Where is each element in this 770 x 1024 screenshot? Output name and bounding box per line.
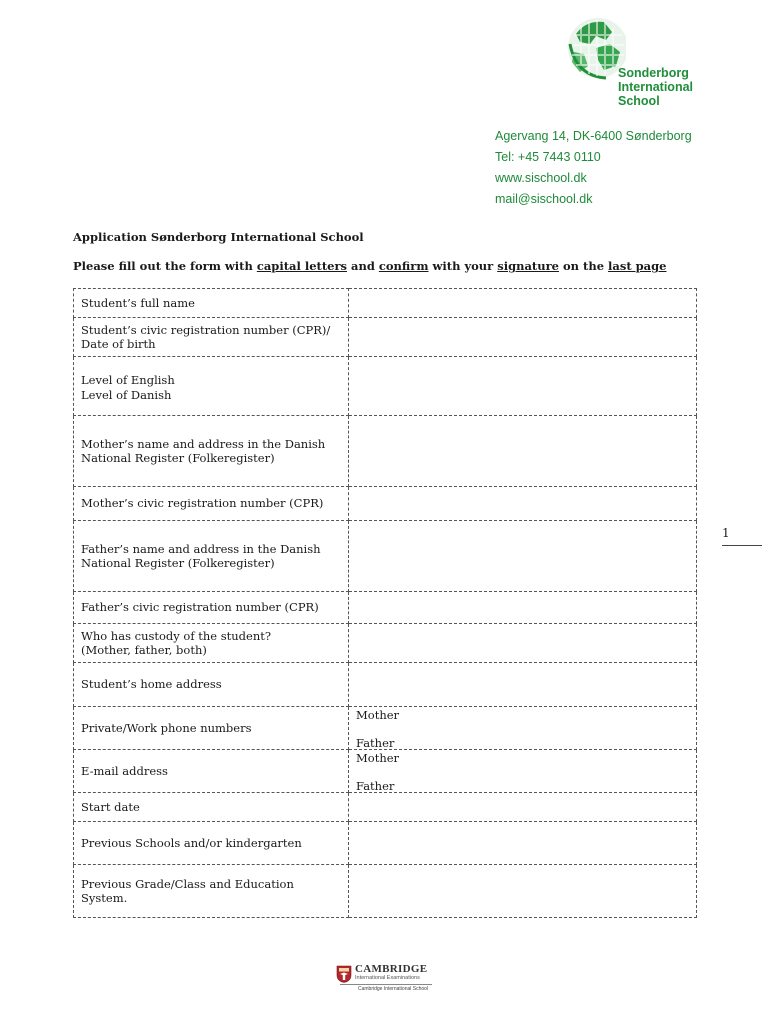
instruction-text: and: [347, 259, 379, 273]
previous-grade-field[interactable]: [349, 865, 697, 918]
page-number: 1: [722, 526, 730, 540]
field-label-text: Father’s civic registration number (CPR): [81, 600, 319, 615]
school-logo: [566, 14, 722, 110]
table-row: [74, 663, 697, 707]
field-label-text: Who has custody of the student?: [81, 628, 272, 643]
email-address-field[interactable]: [349, 750, 697, 793]
field-label-text: Previous Grade/Class and Education System.: [81, 876, 294, 905]
table-row: [74, 592, 697, 624]
field-label-text: Student’s civic registration number (CPR)/: [81, 322, 331, 337]
father-label: Father: [356, 735, 395, 750]
field-label-text: Father’s name and address in the Danish: [81, 541, 321, 556]
contact-email-link[interactable]: mail@sischool.dk: [495, 192, 593, 206]
field-label: [74, 624, 349, 663]
field-label-text: Previous Schools and/or kindergarten: [81, 835, 302, 850]
instruction-signature: signature: [497, 259, 559, 273]
cambridge-logo: [336, 963, 434, 995]
cambridge-school-label: Cambridge International School: [358, 986, 429, 992]
field-label-text: Level of Danish: [81, 387, 172, 402]
field-label: [74, 707, 349, 750]
table-row: [74, 318, 697, 357]
field-label-text: Student’s full name: [81, 295, 195, 310]
page-number-divider: [722, 545, 762, 546]
student-name-field[interactable]: [349, 289, 697, 318]
field-label: [74, 521, 349, 592]
language-level-field[interactable]: [349, 357, 697, 416]
contact-phone: Tel: +45 7443 0110: [495, 150, 601, 164]
custody-field[interactable]: [349, 624, 697, 663]
application-form-table: [73, 288, 697, 918]
father-cpr-field[interactable]: [349, 592, 697, 624]
field-label-text: Start date: [81, 799, 140, 814]
field-label-text: Date of birth: [81, 337, 156, 351]
field-label-text: Private/Work phone numbers: [81, 720, 252, 735]
table-row: [74, 750, 697, 793]
field-label-text: Mother’s name and address in the Danish: [81, 436, 326, 451]
field-label-text: National Register (Folkeregister): [81, 556, 275, 570]
table-row: [74, 416, 697, 487]
field-label-text: Student’s home address: [81, 677, 222, 692]
instruction-text: on the: [558, 259, 609, 273]
logo-line-3: School: [618, 94, 660, 108]
contact-website-link[interactable]: www.sischool.dk: [495, 171, 587, 185]
field-label-text: Mother’s civic registration number (CPR): [81, 496, 324, 511]
logo-line-2: International: [618, 80, 694, 94]
table-row: [74, 521, 697, 592]
field-label: [74, 865, 349, 918]
instruction-last-page: last page: [608, 259, 667, 273]
field-label: [74, 793, 349, 822]
field-label: [74, 416, 349, 487]
field-label: [74, 822, 349, 865]
father-address-field[interactable]: [349, 521, 697, 592]
father-label: Father: [356, 778, 395, 793]
table-row: [74, 487, 697, 521]
field-label: [74, 592, 349, 624]
phone-numbers-field[interactable]: [349, 707, 697, 750]
cambridge-subtitle: International Examinations: [355, 975, 420, 981]
mother-address-field[interactable]: [349, 416, 697, 487]
mother-cpr-field[interactable]: [349, 487, 697, 521]
field-label: [74, 663, 349, 707]
contact-address: Agervang 14, DK-6400 Sønderborg: [495, 129, 692, 143]
table-row: [74, 822, 697, 865]
field-label: [74, 487, 349, 521]
cambridge-shield-icon: [336, 965, 352, 983]
field-label: [74, 318, 349, 357]
mother-label: Mother: [356, 708, 400, 722]
table-row: [74, 707, 697, 750]
field-label-text: National Register (Folkeregister): [81, 451, 275, 465]
cambridge-name: CAMBRIDGE: [355, 963, 428, 975]
table-row: [74, 289, 697, 318]
table-row: [74, 357, 697, 416]
table-row: [74, 624, 697, 663]
field-label-text: (Mother, father, both): [81, 643, 207, 657]
start-date-field[interactable]: [349, 793, 697, 822]
previous-schools-field[interactable]: [349, 822, 697, 865]
instruction-text: Please fill out the form with: [73, 259, 257, 273]
field-label-text: E-mail address: [81, 763, 168, 778]
globe-icon: [566, 14, 626, 84]
table-row: [74, 865, 697, 918]
school-logo-text: [618, 66, 693, 108]
contact-block: [495, 126, 692, 210]
instruction-capital-letters: capital letters: [256, 259, 347, 273]
field-label: [74, 750, 349, 793]
field-label: [74, 289, 349, 318]
form-instruction: [73, 259, 667, 273]
student-cpr-field[interactable]: [349, 318, 697, 357]
field-label-text: Level of English: [81, 373, 175, 387]
cambridge-divider: [340, 984, 432, 985]
field-label: [74, 357, 349, 416]
logo-line-1: Sonderborg: [618, 66, 689, 80]
mother-label: Mother: [356, 751, 400, 765]
instruction-text: with your: [428, 259, 498, 273]
table-row: [74, 793, 697, 822]
instruction-confirm: confirm: [378, 259, 429, 273]
form-title: Application Sønderborg International School: [73, 230, 364, 244]
home-address-field[interactable]: [349, 663, 697, 707]
